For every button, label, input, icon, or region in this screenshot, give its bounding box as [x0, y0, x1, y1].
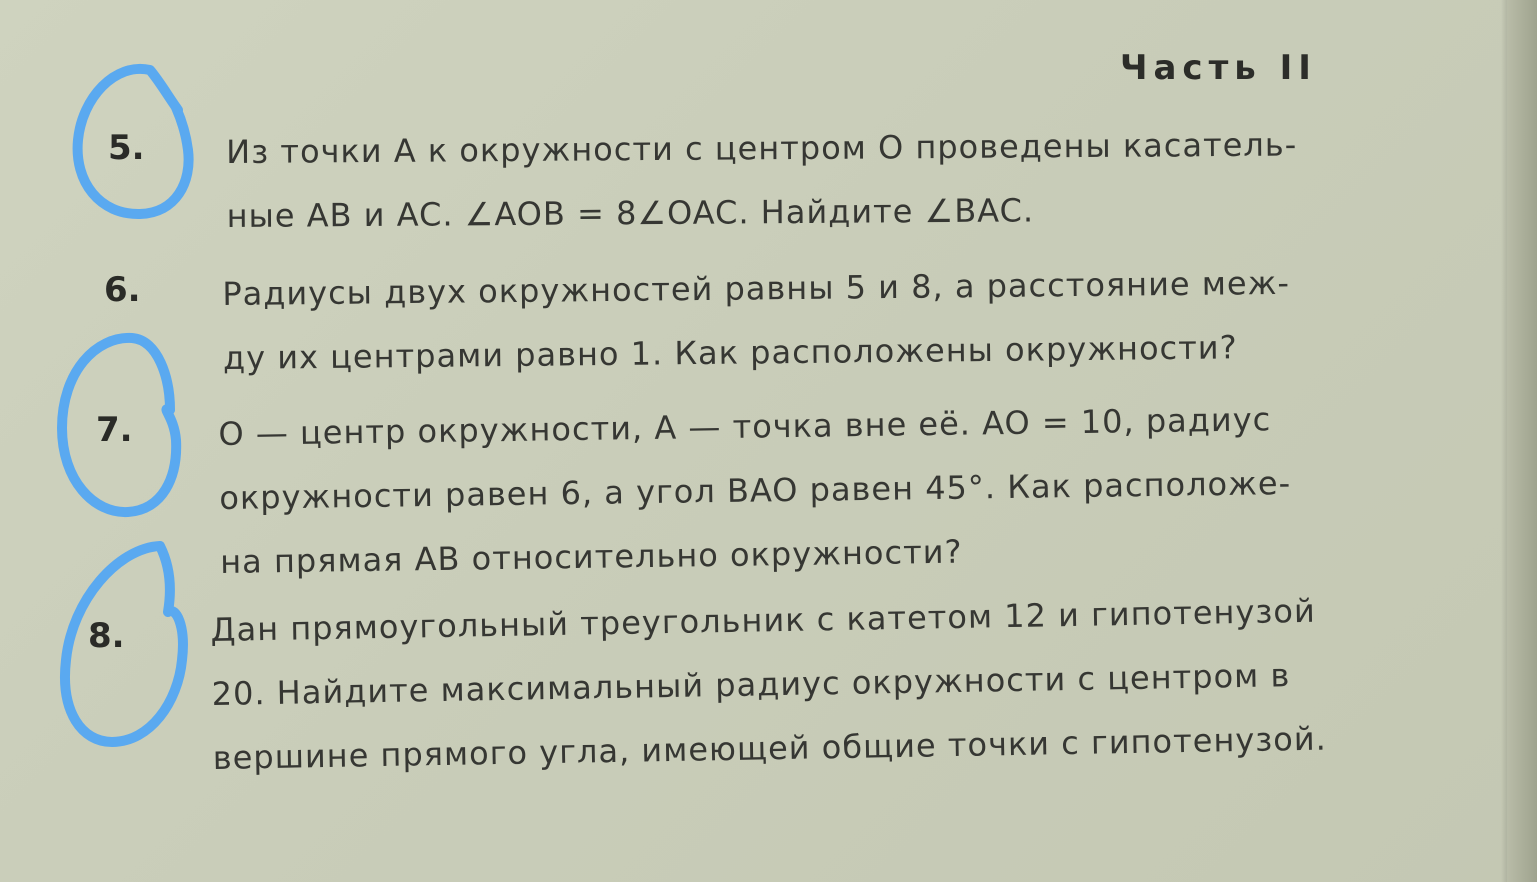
- problem-line: ду их центрами равно 1. Как расположены окружности?: [222, 328, 1238, 377]
- problem-line: Радиусы двух окружностей равны 5 и 8, а расстояние меж-: [222, 263, 1291, 313]
- problem-text: [218, 387, 1292, 594]
- problem-line: окружности равен 6, а угол BAO равен 45°. Как расположе-: [219, 464, 1292, 517]
- problem-line: на прямая AB относительно окружности?: [219, 532, 963, 581]
- problem-text: [210, 579, 1327, 790]
- problem-text: [226, 113, 1298, 248]
- problem-line: вершине прямого угла, имеющей общие точки с гипотенузой.: [212, 719, 1328, 777]
- problem-number: 5.: [108, 128, 145, 168]
- problem-number: 6.: [104, 270, 141, 310]
- problem-line: ные AB и AC. ∠AOB = 8∠OAC. Найдите ∠BAC.: [226, 191, 1035, 235]
- problem-number: 8.: [88, 616, 125, 656]
- problem-text: [222, 251, 1291, 390]
- problem-line: O — центр окружности, A — точка вне её. AO = 10, радиус: [218, 400, 1272, 453]
- problem-line: 20. Найдите максимальный радиус окружности с центром в: [211, 656, 1291, 713]
- problem-line: Дан прямоугольный треугольник с катетом 12 и гипотенузой: [210, 591, 1317, 649]
- problem-number: 7.: [96, 410, 133, 450]
- problem-line: Из точки A к окружности с центром O проведены касатель-: [226, 125, 1298, 171]
- section-title: Часть II: [1120, 48, 1317, 88]
- page-edge: [1507, 0, 1537, 882]
